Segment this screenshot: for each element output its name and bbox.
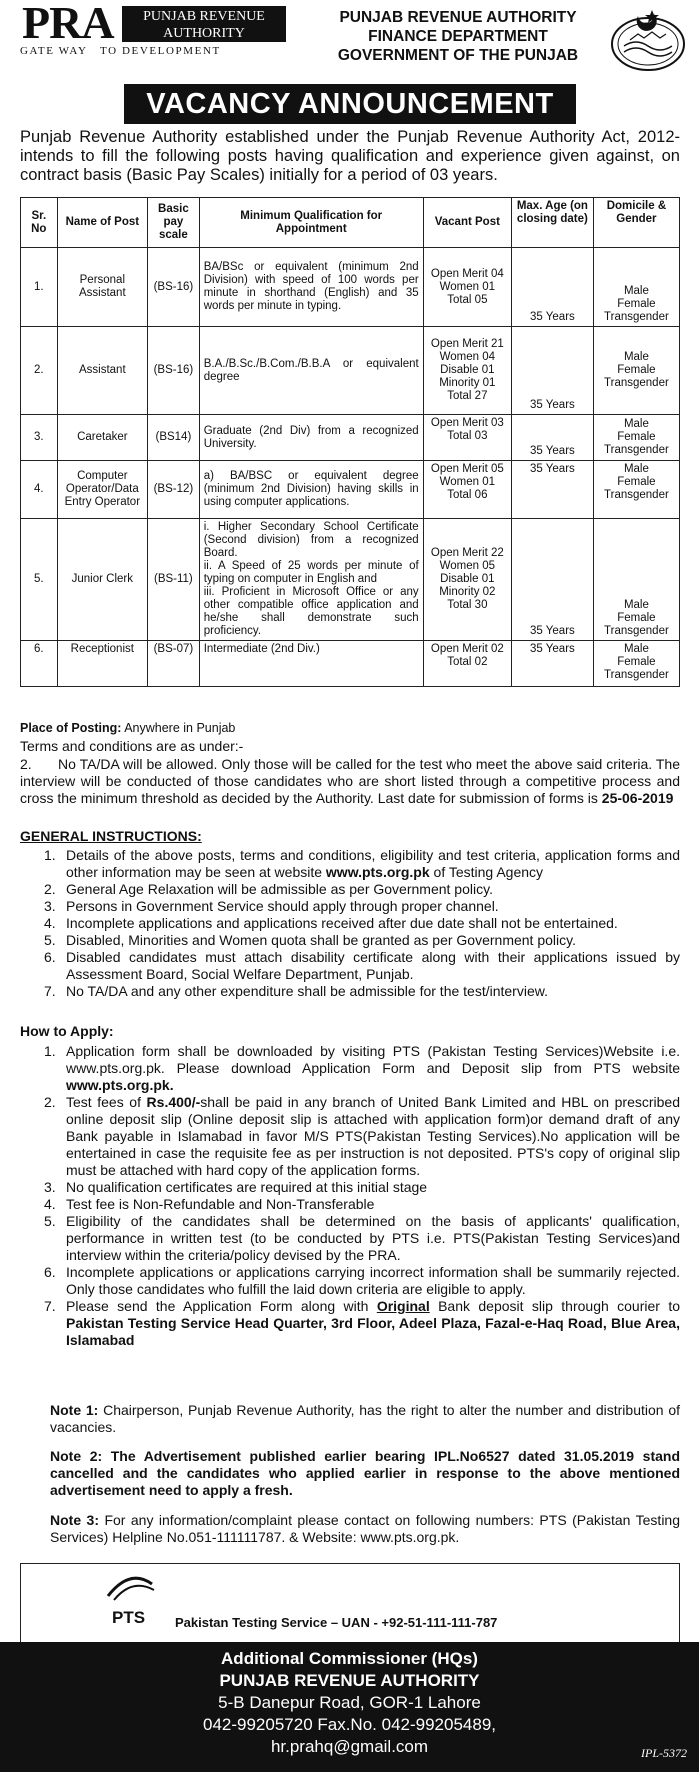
table-row xyxy=(21,641,680,687)
item-text: Incomplete applications and applications received after due date shall not be entertained. xyxy=(66,915,618,931)
list-item xyxy=(20,1196,680,1213)
gender-line: Female xyxy=(617,364,656,376)
cell-post-name: Junior Clerk xyxy=(57,519,147,641)
item-text: Persons in Government Service should apply through proper channel. xyxy=(66,898,499,914)
pts-address: Pakistan Testing Service Head Quarter, 3rd Floor, Adeel Plaza, Fazal-e-Haq Road, Blue Area, Islamabad xyxy=(66,1315,680,1348)
gender-line: Female xyxy=(617,476,656,488)
vacant-line: Women 04 xyxy=(439,351,496,363)
vacant-line: Minority 01 xyxy=(439,377,496,389)
list-item xyxy=(20,1043,680,1094)
item-text: shall be paid in any branch of United Bank Limited and HBL on prescribed online deposit slip (Online deposit slip is attached with application form)or demand draft of any Bank payable in Islamabad in favor M/S PTS(Pakistan Testing Services).No application will be entertained in case the requisite fee as per instruction is not deposited. PTS's copy of original slip must be attached with hard copy of the application forms. xyxy=(66,1094,681,1178)
list-item xyxy=(20,949,680,983)
item-text: Disabled candidates must attach disability certificate along with their applications issued by Assessment Board, Social Welfare Department, Punjab. xyxy=(66,949,680,982)
item-number: 6. xyxy=(44,949,56,965)
logo-tagline: GATE WAY TO DEVELOPMENT xyxy=(20,45,221,57)
table-row xyxy=(21,415,680,461)
item-number: 1. xyxy=(44,847,56,863)
vacant-line: Total 03 xyxy=(447,430,488,442)
cell-vacant xyxy=(423,327,511,415)
cell-post-name: Personal Assistant xyxy=(57,248,147,327)
ipl-reference: IPL-5372 xyxy=(641,1746,687,1760)
cell-qualification: a) BA/BSC or equivalent degree (minimum 2nd Division) having skills in using computer applications. xyxy=(199,461,423,519)
intro-paragraph: Punjab Revenue Authority established under the Punjab Revenue Authority Act, 2012- intends to fill the following posts having qualification and experience given against, on contract basis (Basic Pay Scales) initially for a period of 03 years. xyxy=(20,128,680,184)
cell-age: 35 Years xyxy=(511,248,593,327)
vacant-line: Total 02 xyxy=(447,656,488,668)
item-number: 7. xyxy=(44,1298,56,1314)
cell-scale: (BS-16) xyxy=(148,248,200,327)
cell-gender xyxy=(593,519,679,641)
logo-name-line2: AUTHORITY xyxy=(163,26,245,41)
footer-org: PUNJAB REVENUE AUTHORITY xyxy=(219,1671,480,1690)
cell-gender xyxy=(593,415,679,461)
item-number: 1. xyxy=(44,1043,56,1059)
cell-sr: 3. xyxy=(21,415,58,461)
pts-uan-line: Pakistan Testing Service – UAN - +92-51-111-111-787 xyxy=(175,1615,498,1630)
gender-line: Male xyxy=(623,599,649,611)
cell-post-name: Computer Operator/Data Entry Operator xyxy=(57,461,147,519)
footer-contact-band xyxy=(0,1642,699,1772)
cell-post-name: Assistant xyxy=(57,327,147,415)
gender-line: Male xyxy=(623,643,649,655)
cell-vacant xyxy=(423,415,511,461)
item-text: No TA/DA and any other expenditure shall be admissible for the test/interview. xyxy=(66,983,548,999)
cell-age: 35 Years xyxy=(511,519,593,641)
cell-vacant xyxy=(423,519,511,641)
note-1 xyxy=(50,1402,680,1436)
cell-post-name: Caretaker xyxy=(57,415,147,461)
list-item xyxy=(20,1298,680,1349)
gender-line: Female xyxy=(617,431,656,443)
vacant-line: Open Merit 04 xyxy=(430,267,504,280)
cell-gender xyxy=(593,327,679,415)
org-line-3: GOVERNMENT OF THE PUNJAB xyxy=(337,47,579,64)
note-text: For any information/complaint please contact on following numbers: PTS (Pakistan Testing Services) Helpline No.051-111111787. & Website: www.pts.org.pk. xyxy=(50,1512,680,1545)
item-text: Incomplete applications or applications carrying incorrect information shall be summarily rejected. Only those candidates who fulfill the laid down criteria are eligible to apply. xyxy=(66,1264,680,1297)
item-number: 5. xyxy=(44,1213,56,1229)
footer-email: hr.prahq@gmail.com xyxy=(270,1737,429,1756)
gender-line: Male xyxy=(623,463,649,475)
cell-scale: (BS-16) xyxy=(148,327,200,415)
gender-line: Transgender xyxy=(604,489,669,501)
cell-post-name: Receptionist xyxy=(57,641,147,687)
gender-line: Transgender xyxy=(604,311,669,323)
vacant-line: Open Merit 03 xyxy=(430,417,504,429)
cell-qualification: Intermediate (2nd Div.) xyxy=(199,641,423,687)
list-item xyxy=(20,983,680,1000)
test-fee: Rs.400/- xyxy=(146,1094,201,1110)
punjab-seal-icon xyxy=(608,4,688,76)
cell-scale: (BS-07) xyxy=(148,641,200,687)
item-number: 3. xyxy=(44,898,56,914)
terms-heading: Terms and conditions are as under:- xyxy=(20,738,244,754)
col-header-scale: Basic pay scale xyxy=(148,198,200,248)
cell-vacant xyxy=(423,641,511,687)
gender-line: Male xyxy=(623,285,649,297)
note-2: Note 2: The Advertisement published earlier bearing IPL.No6527 dated 31.05.2019 stand cancelled and the candidates who applied earlier in response to the above mentioned advertisement need to apply a fresh. xyxy=(50,1448,680,1498)
item-text: General Age Relaxation will be admissible as per Government policy. xyxy=(66,881,493,897)
list-item xyxy=(20,881,680,898)
qualification-line: i. Higher Secondary School Certificate (Second division) from a recognized Board. xyxy=(203,521,419,559)
item-text: Test fees of xyxy=(66,1094,147,1110)
vacant-line: Women 01 xyxy=(439,476,496,488)
cell-qualification xyxy=(199,519,423,641)
posting-value: Anywhere in Punjab xyxy=(121,721,236,735)
pts-logo-icon xyxy=(100,1566,160,1606)
org-heading xyxy=(318,8,598,65)
gender-line: Transgender xyxy=(604,669,669,681)
item-number: 7. xyxy=(44,983,56,999)
qualification-line: ii. A Speed of 25 words per minute of typing on computer in English and xyxy=(203,560,419,585)
table-row xyxy=(21,461,680,519)
list-item xyxy=(20,1213,680,1264)
list-item xyxy=(20,1264,680,1298)
general-instructions-list xyxy=(20,847,680,1000)
cell-sr: 2. xyxy=(21,327,58,415)
vacant-line: Open Merit 05 xyxy=(430,463,504,475)
pts-website: www.pts.org.pk xyxy=(325,864,430,880)
item-number: 2. xyxy=(44,1094,56,1110)
footer-phone: 042-99205720 Fax.No. 042-99205489, xyxy=(202,1715,496,1734)
col-header-name: Name of Post xyxy=(57,198,147,248)
note-3 xyxy=(50,1512,680,1546)
vacant-line: Disable 01 xyxy=(440,364,495,376)
vacant-line: Total 27 xyxy=(447,390,488,402)
item-text: No qualification certificates are required at this initial stage xyxy=(66,1179,428,1195)
vacant-line: Women 05 xyxy=(439,560,496,572)
cell-gender xyxy=(593,248,679,327)
gender-line: Transgender xyxy=(604,377,669,389)
item-text: Bank deposit slip through courier to xyxy=(429,1298,680,1314)
cell-vacant xyxy=(423,248,511,327)
pra-logo-name xyxy=(122,6,286,42)
item-text: Details of the above posts, terms and conditions, eligibility and test criteria, application forms and other information may be seen at website xyxy=(66,847,680,880)
cell-vacant xyxy=(423,461,511,519)
cell-qualification: BA/BSc or equivalent (minimum 2nd Division) with speed of 100 words per minute in shorthand (English) and 35 words per minute in typing. xyxy=(199,248,423,327)
list-item xyxy=(20,1094,680,1179)
item-number: 4. xyxy=(44,915,56,931)
item-text: Disabled, Minorities and Women quota shall be granted as per Government policy. xyxy=(66,932,576,948)
cell-sr: 1. xyxy=(21,248,58,327)
cell-scale: (BS14) xyxy=(148,415,200,461)
vacant-line: Disable 01 xyxy=(440,573,495,585)
place-of-posting xyxy=(20,721,680,736)
gender-line: Female xyxy=(617,656,656,668)
how-to-apply-list xyxy=(20,1043,680,1349)
term-number: 2. xyxy=(20,756,32,772)
table-row xyxy=(21,519,680,641)
list-item xyxy=(20,1179,680,1196)
vacant-line: Total 06 xyxy=(447,489,488,501)
vacancy-banner: VACANCY ANNOUNCEMENT xyxy=(124,84,576,124)
item-text: Test fee is Non-Refundable and Non-Transferable xyxy=(66,1196,375,1212)
footer-designation: Additional Commissioner (HQs) xyxy=(221,1649,478,1668)
vacancy-table xyxy=(20,197,680,687)
pts-website: www.pts.org.pk. xyxy=(66,1077,174,1093)
cell-gender xyxy=(593,461,679,519)
table-row xyxy=(21,327,680,415)
original-emphasis: Original xyxy=(376,1298,430,1314)
note-text: Chairperson, Punjab Revenue Authority, has the right to alter the number and distribution of vacancies. xyxy=(50,1402,680,1435)
last-date: 25-06-2019 xyxy=(601,790,674,806)
gender-line: Female xyxy=(617,298,656,310)
gender-line: Male xyxy=(623,351,649,363)
item-number: 6. xyxy=(44,1264,56,1280)
cell-age: 35 Years xyxy=(511,461,593,519)
cell-sr: 6. xyxy=(21,641,58,687)
vacant-line: Women 01 xyxy=(439,280,496,293)
cell-sr: 4. xyxy=(21,461,58,519)
item-text: Application form shall be downloaded by visiting PTS (Pakistan Testing Services)Website i.e. www.pts.org.pk. Please download Application Form and Deposit slip from PTS website xyxy=(66,1043,680,1076)
list-item xyxy=(20,847,680,881)
vacant-line: Minority 02 xyxy=(439,586,496,598)
how-to-apply-heading: How to Apply: xyxy=(20,1023,114,1039)
col-header-sr: Sr. No xyxy=(21,198,58,248)
table-header-row xyxy=(21,198,680,248)
footer-address: 5-B Danepur Road, GOR-1 Lahore xyxy=(218,1693,481,1712)
gender-line: Female xyxy=(617,612,656,624)
term-text: No TA/DA will be allowed. Only those will be called for the test who meet the above said criteria. The interview will be conducted of those candidates who are short listed through a competitive process and cross the minimum threshold as decided by the Authority. Last date for submission of forms is xyxy=(20,756,680,806)
term-2 xyxy=(20,756,680,807)
item-text: of Testing Agency xyxy=(429,864,544,880)
note-label: Note 3: xyxy=(50,1512,100,1528)
item-number: 5. xyxy=(44,932,56,948)
vacant-line: Total 30 xyxy=(447,599,488,611)
qualification-line: iii. Proficient in Microsoft Office or any other compatible office application and he/she shall demonstrate such proficiency. xyxy=(203,586,419,637)
list-item xyxy=(20,915,680,932)
gender-line: Transgender xyxy=(604,444,669,456)
cell-qualification: B.A./B.Sc./B.Com./B.B.A or equivalent degree xyxy=(199,327,423,415)
cell-gender xyxy=(593,641,679,687)
cell-scale: (BS-12) xyxy=(148,461,200,519)
pts-logo-text: PTS xyxy=(112,1608,146,1627)
note-label: Note 1: xyxy=(50,1402,99,1418)
col-header-age: Max. Age (on closing date) xyxy=(511,198,593,248)
cell-age: 35 Years xyxy=(511,641,593,687)
list-item xyxy=(20,898,680,915)
list-item xyxy=(20,932,680,949)
logo-name-line1: PUNJAB REVENUE xyxy=(143,9,265,24)
col-header-qual: Minimum Qualification for Appointment xyxy=(199,198,423,248)
cell-age: 35 Years xyxy=(511,327,593,415)
table-row xyxy=(21,248,680,327)
vacant-line: Open Merit 02 xyxy=(430,643,504,655)
item-number: 4. xyxy=(44,1196,56,1212)
gender-line: Male xyxy=(623,418,649,430)
general-instructions-heading: GENERAL INSTRUCTIONS: xyxy=(20,828,202,844)
pra-logo-letters: PRA xyxy=(22,0,114,48)
posting-label: Place of Posting: xyxy=(20,721,122,735)
cell-sr: 5. xyxy=(21,519,58,641)
col-header-vacant: Vacant Post xyxy=(423,198,511,248)
vacant-line: Open Merit 21 xyxy=(430,338,504,350)
item-text: Eligibility of the candidates shall be determined on the basis of applicants' qualification, performance in written test (to be conducted by PTS i.e. PTS(Pakistan Testing Services)and interview within the criteria/policy devised by the PRA. xyxy=(66,1213,680,1263)
cell-age: 35 Years xyxy=(511,415,593,461)
vacant-line: Total 05 xyxy=(447,293,488,306)
org-line-2: FINANCE DEPARTMENT xyxy=(368,28,548,45)
item-number: 2. xyxy=(44,881,56,897)
col-header-domicile: Domicile & Gender xyxy=(593,198,679,248)
item-text: Please send the Application Form along with xyxy=(66,1298,377,1314)
item-number: 3. xyxy=(44,1179,56,1195)
vacant-line: Open Merit 22 xyxy=(430,547,504,559)
cell-qualification: Graduate (2nd Div) from a recognized University. xyxy=(199,415,423,461)
cell-scale: (BS-11) xyxy=(148,519,200,641)
gender-line: Transgender xyxy=(604,625,669,637)
org-line-1: PUNJAB REVENUE AUTHORITY xyxy=(339,9,577,26)
